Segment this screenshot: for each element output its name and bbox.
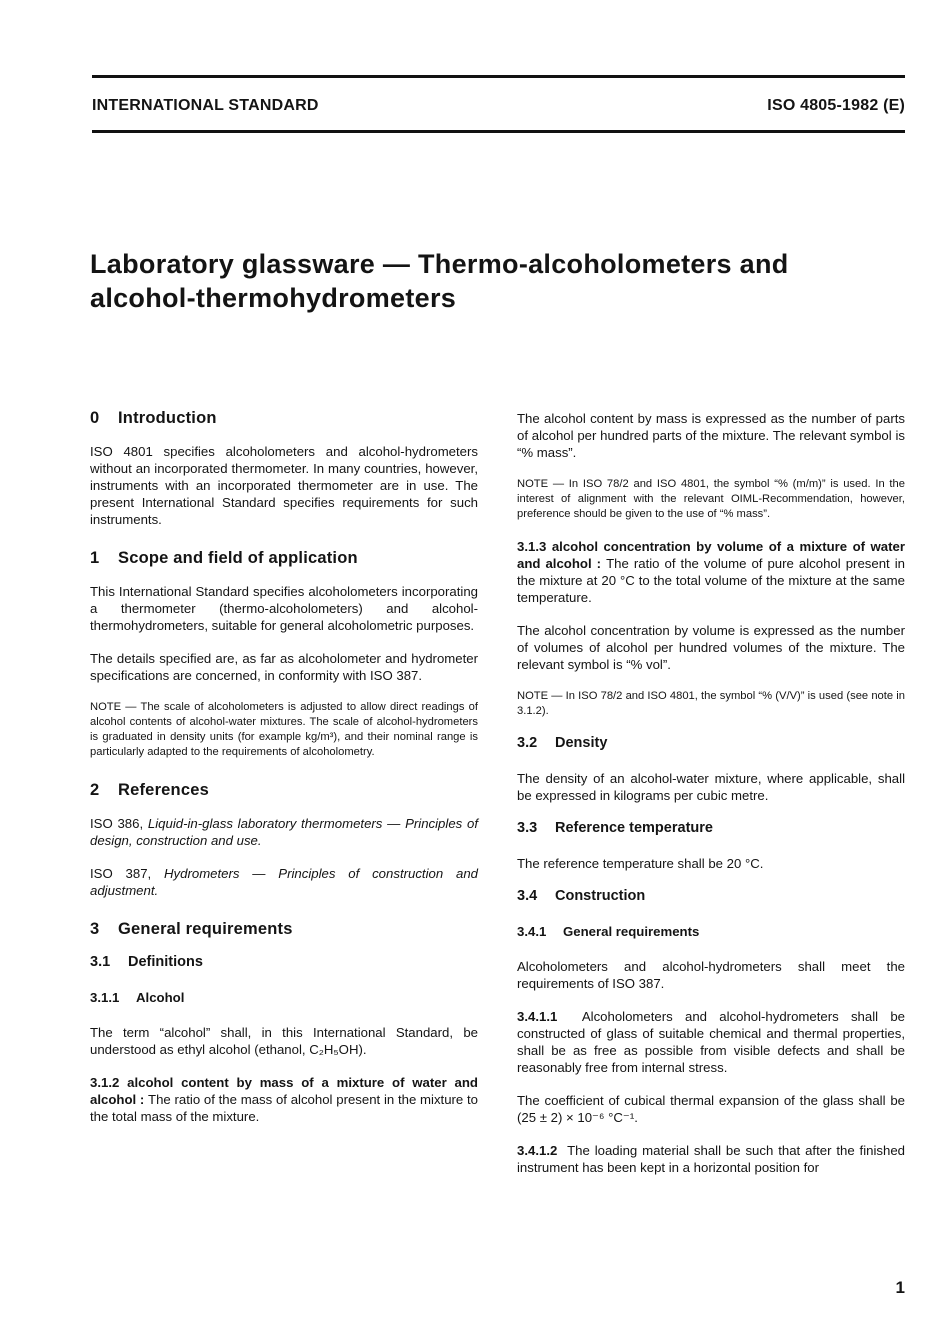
reference-iso-387: ISO 387, Hydrometers — Principles of construction and adjustment.: [90, 866, 478, 898]
scope-paragraph-1: This International Standard specifies alcoholometers incorporating a thermometer (thermo-alcoholometers) and alcohol-thermohydrometers, suitable for general alcoholometric purposes.: [90, 584, 478, 633]
scope-note: NOTE — The scale of alcoholometers is adjusted to allow direct readings of alcohol contents of alcohol-water mixtures. The scale of alcohol-hydrometers is graduated in density units (for example kg/m³), and their nominal range is particularly adapted to the requirements of alcoholometry.: [90, 701, 478, 758]
section-3-2-heading: 3.2 Density: [517, 735, 608, 751]
standard-number: ISO 4805-1982 (E): [767, 97, 905, 114]
section-3-3-heading: 3.3 Reference temperature: [517, 820, 713, 836]
section-3-4-1-heading: 3.4.1 General requirements: [517, 924, 700, 939]
section-3-1-3: 3.1.3 alcohol concentration by volume of a mixture of water and alcohol : The ratio of the volume of pure alcohol present in the mixture at 20 °C to the total volume of the mixture at the same temperature.: [517, 539, 905, 605]
header-bottom-rule: [92, 130, 905, 133]
introduction-text: ISO 4801 specifies alcoholometers and alcohol-hydrometers without an incorporated thermometer. In many countries, however, instruments with an incorporated thermometer are in use. The present International Standard specifies requirements for such instruments.: [90, 444, 478, 527]
alcohol-definition: The term “alcohol” shall, in this International Standard, be understood as ethyl alcohol (ethanol, C₂H₅OH).: [90, 1025, 478, 1057]
scope-paragraph-2: The details specified are, as far as alcoholometer and hydrometer specifications are concerned, in conformity with ISO 387.: [90, 651, 478, 683]
reference-iso-386: ISO 386, Liquid-in-glass laboratory thermometers — Principles of design, construction and use.: [90, 816, 478, 848]
section-2-heading: 2 References: [90, 781, 209, 799]
section-3-1-2: 3.1.2 alcohol content by mass of a mixture of water and alcohol : The ratio of the mass of alcohol present in the mixture to the total mass of the mixture.: [90, 1075, 479, 1124]
reference-temperature-text: The reference temperature shall be 20 °C.: [517, 856, 764, 871]
general-requirements-text: Alcoholometers and alcohol-hydrometers shall meet the requirements of ISO 387.: [517, 959, 905, 991]
section-0-heading: 0 Introduction: [90, 409, 217, 427]
section-3-4-1-2: 3.4.1.2 The loading material shall be such that after the finished instrument has been kept in a horizontal position for: [517, 1143, 906, 1175]
section-3-1-heading: 3.1 Definitions: [90, 954, 203, 970]
section-1-heading: 1 Scope and field of application: [90, 549, 358, 567]
left-column: [90, 410, 478, 1141]
right-column: [517, 410, 905, 1192]
page-number: 1: [895, 1278, 905, 1297]
section-3-4-heading: 3.4 Construction: [517, 888, 646, 904]
density-text: The density of an alcohol-water mixture, where applicable, shall be expressed in kilograms per cubic metre.: [517, 771, 905, 803]
thermal-expansion-text: The coefficient of cubical thermal expansion of the glass shall be (25 ± 2) × 10⁻⁶ °C⁻¹.: [517, 1093, 905, 1125]
section-3-1-1-heading: 3.1.1 Alcohol: [90, 990, 185, 1005]
title-line-1: Laboratory glassware — Thermo-alcoholometers and: [90, 249, 789, 279]
document-type: INTERNATIONAL STANDARD: [92, 97, 319, 114]
mass-note: NOTE — In ISO 78/2 and ISO 4801, the symbol “% (m/m)” is used. In the interest of alignment with the relevant OIML-Recommendation, however, preference should be given to the use of “% mass”.: [517, 478, 905, 520]
alcohol-concentration-volume-text: The alcohol concentration by volume is expressed as the number of volumes of alcohol per hundred volumes of the mixture. The relevant symbol is “% vol”.: [517, 623, 905, 672]
document-title: [90, 247, 890, 315]
alcohol-content-mass-text: The alcohol content by mass is expressed as the number of parts of alcohol per hundred parts of the mixture. The relevant symbol is “% mass”.: [517, 411, 905, 460]
volume-note: NOTE — In ISO 78/2 and ISO 4801, the symbol “% (V/V)” is used (see note in 3.1.2).: [517, 690, 905, 717]
section-3-4-1-1: 3.4.1.1 Alcoholometers and alcohol-hydrometers shall be constructed of glass of suitable chemical and thermal properties, shall be as free as possible from visible defects and shall be reasonably free from internal stress.: [517, 1009, 905, 1075]
section-3-heading: 3 General requirements: [90, 920, 293, 938]
title-line-2: alcohol-thermohydrometers: [90, 283, 457, 313]
header-top-rule: [92, 75, 905, 78]
